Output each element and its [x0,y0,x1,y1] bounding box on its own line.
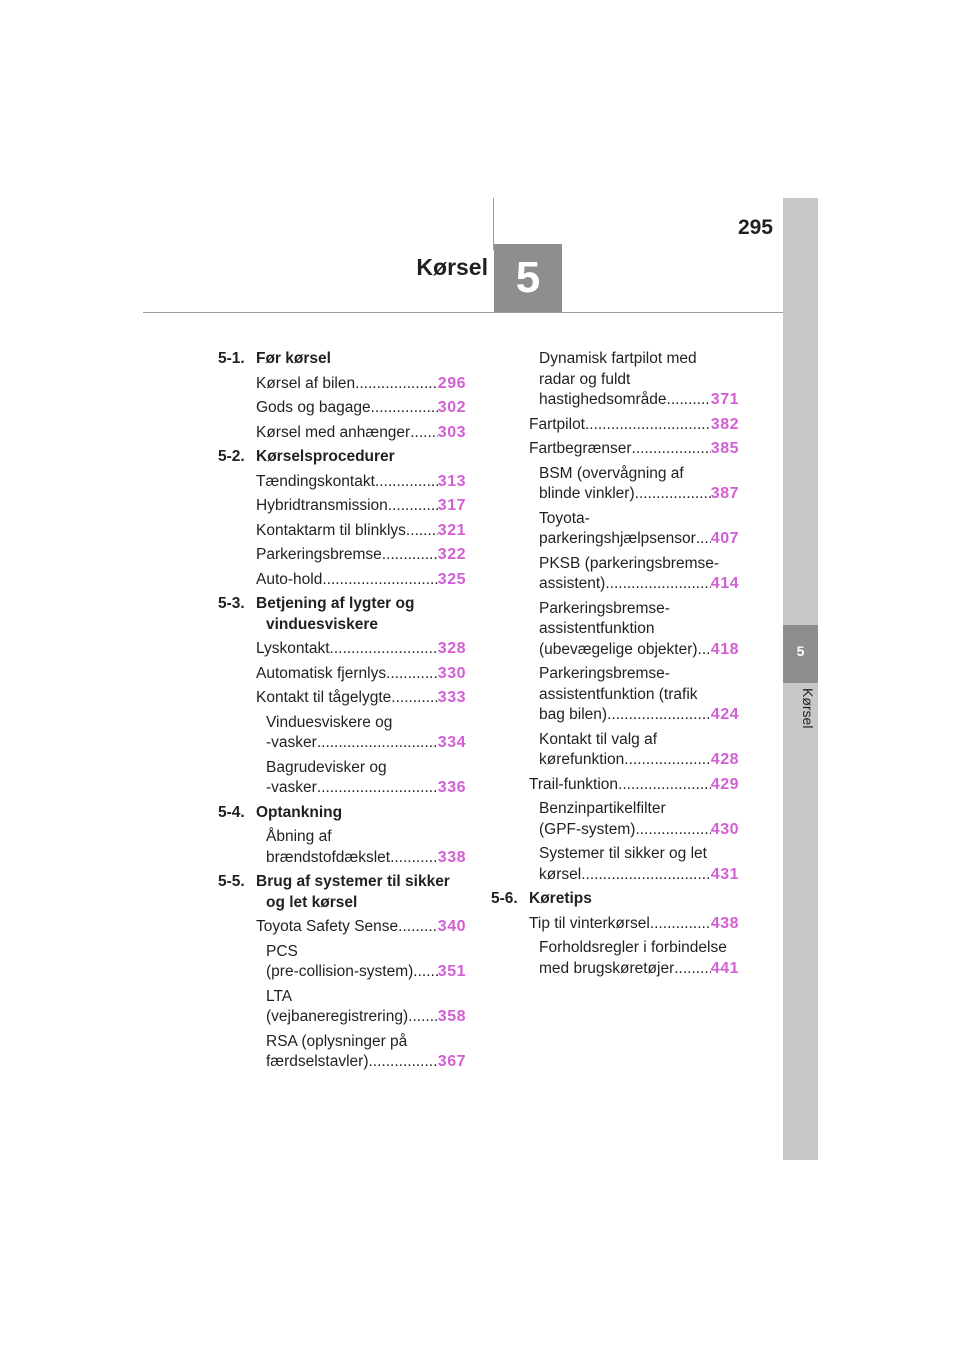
toc-section-heading[interactable] [218,349,466,370]
page-link[interactable]: 407 [710,530,739,547]
chapter-title: Kørsel [416,254,488,280]
entry-last-line [256,664,466,685]
page-link[interactable]: 328 [437,640,466,657]
page-number: 295 [737,216,773,239]
dot-leader [317,733,438,754]
toc-entry[interactable] [256,758,466,799]
entry-text-line: assistentfunktion [539,620,655,637]
toc-entry[interactable] [256,827,466,868]
page-link[interactable]: 302 [437,399,466,416]
dot-leader [375,472,438,493]
entry-last-line [529,574,739,595]
entry-text-line: assistent) [539,575,606,592]
dot-leader [355,374,438,395]
entry-last-line [529,640,739,661]
entry-text-line: kørefunktion [539,751,625,768]
entry-last-line [529,390,739,411]
page-link[interactable]: 371 [710,391,739,408]
toc-entry[interactable] [256,688,466,709]
toc-section-heading[interactable] [218,594,466,635]
entry-last-line [529,484,739,505]
section-number: 5-6. [491,890,518,907]
page-link[interactable]: 358 [437,1008,466,1025]
section-number: 5-4. [218,803,245,821]
entry-text-line: assistentfunktion (trafik [539,685,698,703]
entry-text-line: Åbning af [266,828,332,845]
toc-entry[interactable] [529,349,739,411]
page-link[interactable]: 317 [437,497,466,514]
entry-text-line: Systemer til sikker og let [539,845,707,862]
toc-entry[interactable] [256,521,466,542]
page-link[interactable]: 313 [437,472,466,490]
entry-text-line: Kontakt til valg af [539,730,658,748]
section-title-line: Før kørsel [256,350,331,367]
entry-last-line [529,750,739,771]
entry-text-line: parkeringshjælpsensor [539,530,696,547]
page-link[interactable]: 385 [710,440,739,457]
entry-last-line [256,472,466,493]
page-link[interactable]: 428 [710,751,739,768]
page-link[interactable]: 338 [437,848,466,866]
entry-text-line: (vejbaneregistrering) [266,1008,409,1025]
entry-last-line [529,705,739,726]
entry-text-line: BSM (overvågning af [539,464,684,482]
entry-text-line: Hybridtransmission [256,497,388,514]
page-link[interactable]: 424 [710,706,739,723]
dot-leader [635,820,710,841]
page-link[interactable]: 334 [437,734,466,751]
toc-section-heading[interactable] [491,889,739,910]
page-link[interactable]: 303 [437,423,466,441]
toc-section-heading[interactable] [218,803,466,824]
dot-leader [698,640,711,661]
page-link[interactable]: 296 [437,374,466,392]
dot-leader [410,423,438,444]
entry-text-line: Dynamisk fartpilot med [539,350,697,367]
section-title-line: Brug af systemer til sikker [256,873,450,890]
toc-entry[interactable] [256,423,466,444]
page-link[interactable]: 367 [437,1053,466,1070]
entry-text-line: Fartbegrænser [529,440,632,457]
entry-text-line: Tændingskontakt [256,472,375,490]
entry-text-line: Gods og bagage [256,399,371,416]
entry-text-line: Forholdsregler i forbindelse [539,939,727,956]
dot-leader [635,484,711,505]
page-link[interactable]: 441 [710,959,739,977]
header-divider-horizontal [143,312,783,313]
toc-entry[interactable] [529,775,739,796]
entry-last-line [256,545,466,566]
toc-entry[interactable] [529,938,739,979]
entry-text-line: blinde vinkler) [539,485,635,502]
dot-leader [624,750,711,771]
entry-text-line: (pre-collision-system) [266,963,414,980]
entry-last-line [256,1007,466,1028]
entry-text-line: brændstofdækslet [266,848,391,866]
section-title [256,447,466,468]
entry-text-line: (GPF-system) [539,820,636,838]
page-link[interactable]: 336 [437,779,466,796]
entry-text-line: PCS [266,942,298,960]
entry-text-line: Parkeringsbremse [256,546,382,563]
section-title-line: og let kørsel [266,893,358,911]
page-link[interactable]: 431 [710,865,739,883]
chapter-number-box: 5 [494,244,562,312]
entry-text-line: Tip til vinterkørsel [529,914,650,932]
toc-entry[interactable] [529,439,739,460]
dot-leader [667,390,711,411]
toc-entry[interactable] [256,398,466,419]
toc-entry[interactable] [529,730,739,771]
dot-leader [391,688,438,709]
side-tab-label: Kørsel [800,688,816,729]
page-link[interactable]: 340 [437,918,466,935]
dot-leader [605,574,710,595]
page-link[interactable]: 351 [437,963,466,980]
entry-text-line: med brugskøretøjer [539,959,675,977]
entry-text-line: Parkeringsbremse- [539,599,670,617]
entry-last-line [256,639,466,660]
entry-text-line: PKSB (parkeringsbremse- [539,554,720,572]
toc-entry[interactable] [256,917,466,938]
toc-entry[interactable] [529,415,739,436]
dot-leader [632,439,711,460]
toc-entry[interactable] [529,844,739,885]
toc-entry[interactable] [529,509,739,550]
page-link[interactable]: 330 [437,664,466,682]
dot-leader [406,521,438,542]
entry-last-line [529,820,739,841]
dot-leader [322,570,437,591]
entry-last-line [256,570,466,591]
dot-leader [330,639,438,660]
page-link[interactable]: 387 [710,485,739,502]
entry-last-line [256,962,466,983]
section-number: 5-2. [218,448,245,465]
entry-text-line: radar og fuldt [539,370,631,388]
dot-leader [382,545,438,566]
entry-last-line [256,423,466,444]
toc-entry[interactable] [256,664,466,685]
entry-text-line: hastighedsområde [539,391,667,408]
entry-last-line [256,374,466,395]
entry-text-line: RSA (oplysninger på [266,1032,408,1050]
section-title [256,349,466,370]
entry-last-line [256,848,466,869]
entry-last-line [529,775,739,796]
toc-entry[interactable] [529,464,739,505]
dot-leader [386,664,438,685]
entry-last-line [529,529,739,550]
dot-leader [371,398,438,419]
entry-last-line [529,959,739,980]
entry-last-line [256,521,466,542]
entry-text-line: (ubevægelige objekter) [539,640,698,658]
dot-leader [408,1007,438,1028]
section-title-line: Betjening af lygter og [256,595,415,612]
header-divider-vertical [493,198,494,250]
page-link[interactable]: 429 [710,775,739,793]
page-link[interactable]: 321 [437,521,466,539]
toc-entry[interactable] [256,545,466,566]
side-tab-number: 5 [796,643,805,659]
entry-text-line: kørsel [539,865,582,883]
entry-last-line [256,496,466,517]
entry-text-line: Vinduesviskere og [266,713,393,731]
entry-text-line: bag bilen) [539,706,608,723]
page-link[interactable]: 322 [437,546,466,563]
page-link[interactable]: 438 [710,914,739,932]
entry-text-line: Toyota- [539,509,590,527]
entry-text-line: -vasker [266,734,317,751]
toc-entry[interactable] [529,914,739,935]
entry-text-line: Lyskontakt [256,640,330,657]
section-title-line: vinduesviskere [266,615,379,633]
entry-text-line: Automatisk fjernlys [256,664,387,682]
dot-leader [618,775,711,796]
entry-last-line [256,733,466,754]
entry-last-line [256,398,466,419]
section-title [256,594,466,635]
entry-text-line: Kørsel med anhænger [256,423,411,441]
entry-text-line: Kontaktarm til blinklys [256,521,406,539]
toc-column-left [218,345,466,1077]
page-link[interactable]: 325 [437,570,466,588]
page-link[interactable]: 333 [437,689,466,706]
toc-entry[interactable] [529,599,739,661]
toc-entry[interactable] [256,472,466,493]
entry-text-line: Fartpilot [529,415,585,433]
dot-leader [607,705,711,726]
entry-last-line [256,1052,466,1073]
toc-entry[interactable] [256,1032,466,1073]
page-link[interactable]: 430 [710,820,739,838]
page-link[interactable]: 418 [710,640,739,658]
entry-text-line: Kørsel af bilen [256,374,356,392]
dot-leader [413,962,438,983]
entry-last-line [256,917,466,938]
toc-column-right [491,345,739,983]
toc-entry[interactable] [256,942,466,983]
entry-text-line: Bagrudevisker og [266,758,387,776]
section-title [256,872,466,913]
dot-leader [696,529,711,550]
toc-section-heading[interactable] [218,872,466,913]
section-title-line: Køretips [529,890,592,907]
dot-leader [390,848,438,869]
entry-last-line [529,439,739,460]
section-title-line: Optankning [256,803,343,821]
entry-last-line [529,865,739,886]
entry-text-line: -vasker [266,779,317,796]
dot-leader [317,778,438,799]
section-title [256,803,466,824]
toc-entry[interactable] [256,713,466,754]
toc-section-heading[interactable] [218,447,466,468]
dot-leader [369,1052,438,1073]
toc-entry[interactable] [256,639,466,660]
toc-entry[interactable] [256,570,466,591]
page-link[interactable]: 414 [710,575,739,592]
section-number: 5-1. [218,350,245,367]
entry-text-line: Trail-funktion [529,775,619,793]
section-number: 5-3. [218,595,245,612]
entry-last-line [256,688,466,709]
toc-entry[interactable] [256,987,466,1028]
entry-text-line: Parkeringsbremse- [539,665,670,682]
dot-leader [398,917,438,938]
toc-entry[interactable] [256,496,466,517]
dot-leader [650,914,711,935]
section-title [529,889,739,910]
toc-entry[interactable] [256,374,466,395]
entry-text-line: færdselstavler) [266,1053,369,1070]
entry-text-line: Toyota Safety Sense [256,918,399,935]
toc-entry[interactable] [529,664,739,726]
dot-leader [581,865,711,886]
entry-text-line: LTA [266,987,293,1005]
entry-last-line [529,914,739,935]
dot-leader [674,959,711,980]
entry-text-line: Kontakt til tågelygte [256,689,392,706]
toc-entry[interactable] [529,799,739,840]
page-link[interactable]: 382 [710,415,739,433]
entry-text-line: Benzinpartikelfilter [539,800,666,817]
entry-last-line [529,415,739,436]
entry-last-line [256,778,466,799]
section-title-line: Kørselsprocedurer [256,448,395,465]
dot-leader [585,415,711,436]
section-number: 5-5. [218,873,245,890]
toc-entry[interactable] [529,554,739,595]
dot-leader [388,496,438,517]
entry-text-line: Auto-hold [256,570,323,588]
